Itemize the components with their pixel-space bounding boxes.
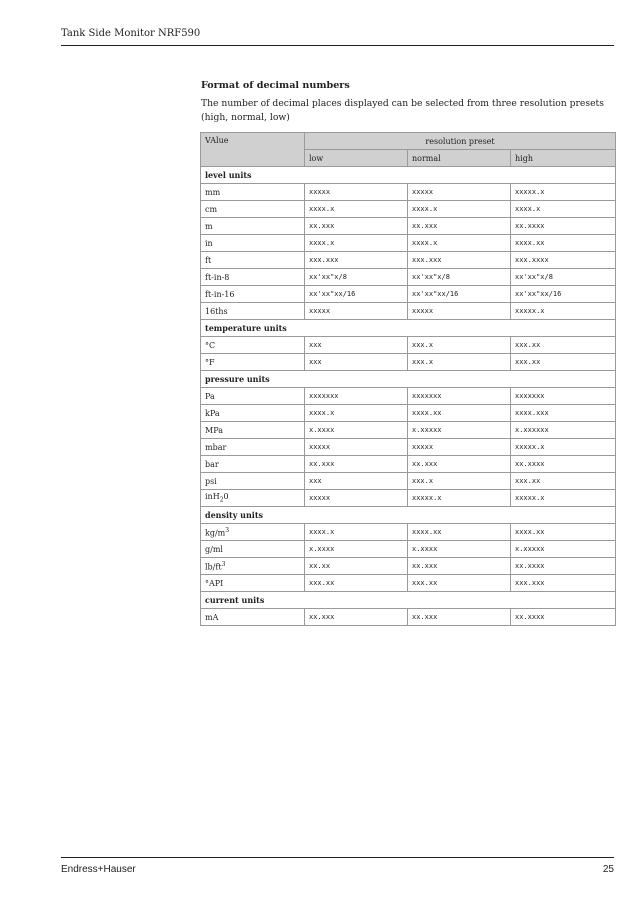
high-format-cell: x.xxxxxx <box>511 422 616 439</box>
table-row <box>201 541 616 558</box>
table-section-title: density units <box>201 507 616 524</box>
normal-format-cell: xxxx.xx <box>408 524 511 541</box>
unit-cell <box>201 388 305 405</box>
table-row <box>201 184 616 201</box>
low-format-cell: xxxx.x <box>305 405 408 422</box>
normal-format-cell: xxxx.x <box>408 235 511 252</box>
table-section-title: temperature units <box>201 320 616 337</box>
low-format-cell: xx'xx"x/8 <box>305 269 408 286</box>
table-row <box>201 252 616 269</box>
table-row <box>201 269 616 286</box>
normal-format-cell: xxxxx <box>408 303 511 320</box>
table-section-title: pressure units <box>201 371 616 388</box>
unit-label: in <box>205 238 213 248</box>
unit-label: 16ths <box>205 306 228 316</box>
unit-label: °F <box>205 357 215 367</box>
high-format-cell: xxxxx.x <box>511 490 616 507</box>
unit-label: bar <box>205 459 219 469</box>
low-format-cell: xx.xxx <box>305 218 408 235</box>
table-row <box>201 439 616 456</box>
unit-label: °C <box>205 340 216 350</box>
unit-cell <box>201 269 305 286</box>
high-format-cell: xx.xxxx <box>511 609 616 626</box>
unit-label: g/ml <box>205 544 223 554</box>
normal-format-cell: xx.xxx <box>408 218 511 235</box>
unit-cell <box>201 439 305 456</box>
unit-label: ft-in-16 <box>205 289 235 299</box>
high-format-cell: xxxx.x <box>511 201 616 218</box>
table-row <box>201 609 616 626</box>
high-format-cell: xx.xxxx <box>511 558 616 575</box>
low-format-cell: xxxx.x <box>305 235 408 252</box>
unit-cell <box>201 354 305 371</box>
high-format-cell: xxx.xx <box>511 354 616 371</box>
normal-format-cell: xxx.xxx <box>408 252 511 269</box>
table-row <box>201 422 616 439</box>
unit-label: mA <box>205 612 219 622</box>
low-column-header: low <box>305 150 408 167</box>
table-row <box>201 388 616 405</box>
decimal-format-table <box>200 132 616 626</box>
table-row <box>201 490 616 507</box>
unit-label: mm <box>205 187 221 197</box>
unit-label: psi <box>205 476 217 486</box>
unit-label: Pa <box>205 391 215 401</box>
high-format-cell: xxxxxxx <box>511 388 616 405</box>
high-format-cell: xxxx.xx <box>511 235 616 252</box>
high-format-cell: xxx.xx <box>511 473 616 490</box>
low-format-cell: xxx.xxx <box>305 252 408 269</box>
unit-label: ft <box>205 255 212 265</box>
normal-format-cell: xxx.x <box>408 354 511 371</box>
normal-format-cell: xx'xx"xx/16 <box>408 286 511 303</box>
low-format-cell: xx'xx"xx/16 <box>305 286 408 303</box>
unit-cell <box>201 524 305 541</box>
unit-label: MPa <box>205 425 223 435</box>
normal-format-cell: xxxxx <box>408 184 511 201</box>
unit-superscript: 3 <box>225 526 230 534</box>
normal-format-cell: xxx.x <box>408 473 511 490</box>
high-format-cell: xxxxx.x <box>511 439 616 456</box>
table-section-row <box>201 167 616 184</box>
table-row <box>201 354 616 371</box>
unit-cell <box>201 422 305 439</box>
low-format-cell: xxx <box>305 337 408 354</box>
high-format-cell: xxx.xxx <box>511 575 616 592</box>
table-section-row <box>201 320 616 337</box>
unit-superscript: 3 <box>221 560 226 568</box>
normal-format-cell: xxxx.x <box>408 201 511 218</box>
table-row <box>201 286 616 303</box>
unit-label: m <box>205 221 213 231</box>
high-format-cell: xx.xxxx <box>511 218 616 235</box>
normal-format-cell: xxx.xx <box>408 575 511 592</box>
table-body <box>201 167 616 626</box>
unit-cell <box>201 490 305 507</box>
table-row <box>201 456 616 473</box>
high-format-cell: xxx.xx <box>511 337 616 354</box>
table-row <box>201 235 616 252</box>
unit-cell <box>201 456 305 473</box>
high-format-cell: xxxx.xx <box>511 524 616 541</box>
high-column-header: high <box>511 150 616 167</box>
high-format-cell: xxxx.xxx <box>511 405 616 422</box>
low-format-cell: xxxx.x <box>305 524 408 541</box>
normal-format-cell: xx'xx"x/8 <box>408 269 511 286</box>
table-row <box>201 558 616 575</box>
low-format-cell: xxxxx <box>305 184 408 201</box>
unit-cell <box>201 201 305 218</box>
high-format-cell: xx'xx"xx/16 <box>511 286 616 303</box>
high-format-cell: xx'xx"x/8 <box>511 269 616 286</box>
normal-format-cell: xx.xxx <box>408 456 511 473</box>
unit-label: ft-in-8 <box>205 272 230 282</box>
normal-format-cell: xxxx.xx <box>408 405 511 422</box>
section-title: Format of decimal numbers <box>201 80 350 91</box>
low-format-cell: x.xxxx <box>305 422 408 439</box>
unit-label: lb/ft <box>205 562 222 572</box>
unit-cell <box>201 184 305 201</box>
normal-format-cell: x.xxxxx <box>408 422 511 439</box>
unit-cell <box>201 575 305 592</box>
table-row <box>201 201 616 218</box>
high-format-cell: xxxxx.x <box>511 303 616 320</box>
value-column-header: VAlue <box>201 133 305 167</box>
table-row <box>201 473 616 490</box>
table-section-row <box>201 507 616 524</box>
unit-subscript: 2 <box>219 496 224 504</box>
table-section-title: current units <box>201 592 616 609</box>
low-format-cell: xxxxx <box>305 303 408 320</box>
unit-label: °API <box>205 578 224 588</box>
unit-label: kPa <box>205 408 220 418</box>
header-rule <box>61 45 614 46</box>
unit-cell <box>201 235 305 252</box>
page-number: 25 <box>602 864 614 875</box>
table-row <box>201 303 616 320</box>
low-format-cell: xxxxx <box>305 490 408 507</box>
low-format-cell: xx.xx <box>305 558 408 575</box>
unit-label: mbar <box>205 442 227 452</box>
low-format-cell: xx.xxx <box>305 456 408 473</box>
low-format-cell: x.xxxx <box>305 541 408 558</box>
normal-format-cell: xxx.x <box>408 337 511 354</box>
unit-cell <box>201 303 305 320</box>
running-header-title: Tank Side Monitor NRF590 <box>61 28 201 39</box>
unit-label: cm <box>205 204 218 214</box>
low-format-cell: xx.xxx <box>305 609 408 626</box>
normal-format-cell: xxxxx.x <box>408 490 511 507</box>
table-row <box>201 337 616 354</box>
footer-rule <box>61 857 614 858</box>
footer-brand: Endress+Hauser <box>61 864 136 875</box>
unit-cell <box>201 252 305 269</box>
normal-format-cell: xxxxx <box>408 439 511 456</box>
table-row <box>201 218 616 235</box>
high-format-cell: xxx.xxxx <box>511 252 616 269</box>
unit-cell <box>201 405 305 422</box>
table-row <box>201 575 616 592</box>
low-format-cell: xxxxx <box>305 439 408 456</box>
table-section-row <box>201 371 616 388</box>
normal-format-cell: x.xxxx <box>408 541 511 558</box>
normal-format-cell: xxxxxxx <box>408 388 511 405</box>
unit-cell <box>201 218 305 235</box>
unit-cell <box>201 286 305 303</box>
normal-format-cell: xx.xxx <box>408 609 511 626</box>
unit-cell <box>201 558 305 575</box>
normal-column-header: normal <box>408 150 511 167</box>
unit-label: inH <box>205 492 220 502</box>
high-format-cell: x.xxxxx <box>511 541 616 558</box>
unit-label: kg/m <box>205 528 226 538</box>
low-format-cell: xxxxxxx <box>305 388 408 405</box>
low-format-cell: xxx.xx <box>305 575 408 592</box>
low-format-cell: xxx <box>305 354 408 371</box>
normal-format-cell: xx.xxx <box>408 558 511 575</box>
low-format-cell: xxxx.x <box>305 201 408 218</box>
unit-cell <box>201 541 305 558</box>
table-row <box>201 524 616 541</box>
table-row <box>201 405 616 422</box>
resolution-preset-header: resolution preset <box>305 133 616 150</box>
unit-suffix: 0 <box>223 492 229 502</box>
intro-paragraph: The number of decimal places displayed can be selected from three resolution presets (high, normal, low) <box>201 98 604 123</box>
high-format-cell: xxxxx.x <box>511 184 616 201</box>
high-format-cell: xx.xxxx <box>511 456 616 473</box>
low-format-cell: xxx <box>305 473 408 490</box>
table-section-title: level units <box>201 167 616 184</box>
table-section-row <box>201 592 616 609</box>
unit-cell <box>201 473 305 490</box>
unit-cell <box>201 609 305 626</box>
unit-cell <box>201 337 305 354</box>
